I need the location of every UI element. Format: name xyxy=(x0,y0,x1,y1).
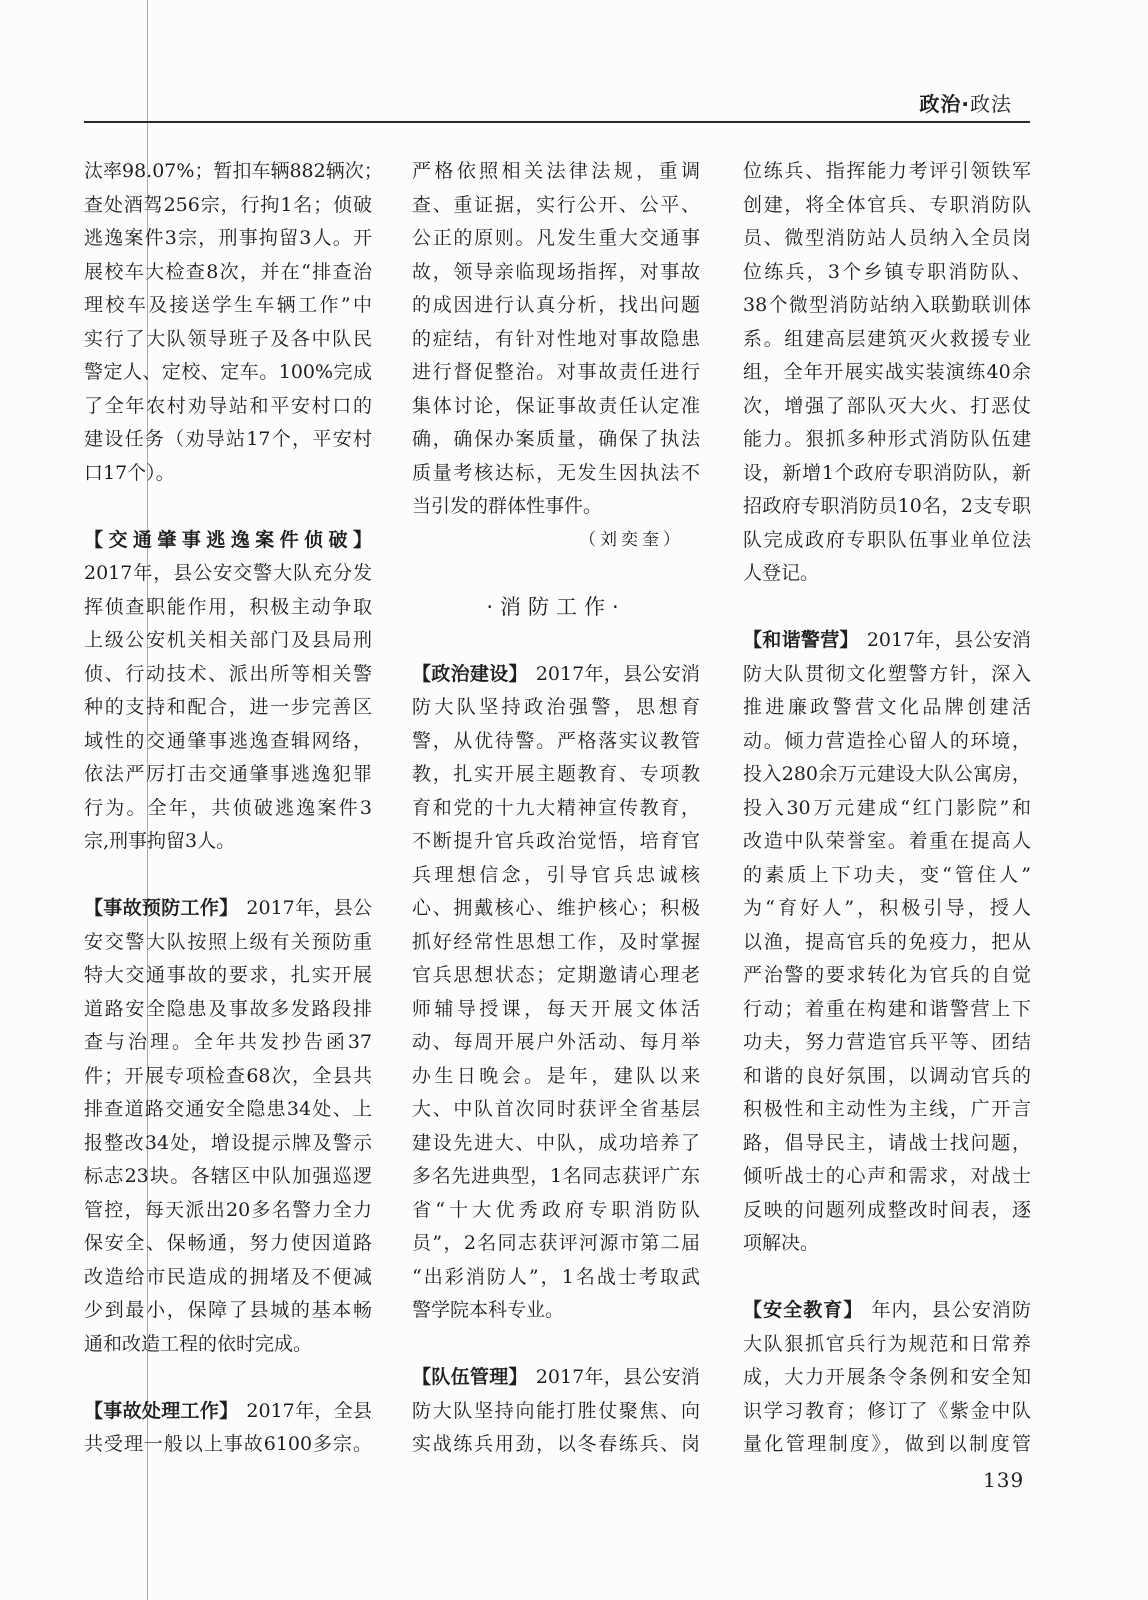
text-line: 展校车大检查8次，并在“排查治 xyxy=(84,260,372,283)
entry-heading: 【政治建设】 xyxy=(412,662,528,685)
text-line: 防大队坚持政治强警，思想育 xyxy=(412,696,700,718)
entry-text: 2017年，全县 xyxy=(246,1399,372,1422)
paragraph xyxy=(412,1361,700,1462)
text-line: 项解决。 xyxy=(743,1232,820,1254)
text-line: 排查道路交通安全隐患34处、上 xyxy=(84,1098,372,1120)
text-line: 和谐的良好氛围，以调动官兵的 xyxy=(743,1064,1031,1087)
text-line: 量化管理制度》，做到以制度管 xyxy=(743,1433,1031,1455)
text-line: 管控，每天派出20多名警力全力 xyxy=(84,1198,372,1221)
text-line: 质量考核达标，无发生因执法不 xyxy=(412,461,700,484)
paragraph-gap xyxy=(84,1361,372,1395)
entry-text: 2017年，县公安消 xyxy=(535,1366,700,1388)
text-line: 反映的问题列成整改时间表，逐 xyxy=(743,1198,1031,1221)
text-line: 的症结，有针对性地对事故隐患 xyxy=(412,327,700,350)
text-line xyxy=(743,1294,1031,1328)
text-line: 实战练兵用劲，以冬春练兵、岗 xyxy=(412,1433,700,1455)
text-line: 逃逸案件3宗，刑事拘留3人。开 xyxy=(84,227,372,249)
text-line: 2017年，县公安交警大队充分发 xyxy=(84,562,372,584)
text-line: 官兵思想状态；定期邀请心理老 xyxy=(412,964,700,986)
text-line: 动、每周开展户外活动、每月举 xyxy=(412,1031,700,1053)
text-line: 招政府专职消防员10名，2支专职 xyxy=(743,495,1031,517)
text-line: 以渔，提高官兵的免疫力，把从 xyxy=(743,930,1031,953)
text-line xyxy=(743,624,1031,658)
text-line: 次，增强了部队灭大火、打恶仗 xyxy=(743,394,1031,417)
text-line: 建设先进大、中队，成功培养了 xyxy=(412,1131,700,1154)
entry-heading: 【交通肇事逃逸案件侦破】 xyxy=(84,528,372,551)
text-line xyxy=(84,892,372,926)
text-line: 多名先进典型，1名同志获评广东 xyxy=(412,1165,700,1187)
text-line: 集体讨论，保证事故责任认定准 xyxy=(412,394,700,417)
text-line: 警，从优待警。严格落实议教管 xyxy=(412,729,700,752)
text-line: 查、重证据，实行公开、公平、 xyxy=(412,193,700,216)
running-header-section: 政治 xyxy=(919,92,962,116)
text-line: 的素质上下功夫，变“管住人” xyxy=(743,863,1031,886)
text-line: 兵理想信念，引导官兵忠诚核 xyxy=(412,863,700,886)
text-line: 为“育好人”，积极引导，授人 xyxy=(743,897,1031,919)
text-line: 种的支持和配合，进一步完善区 xyxy=(84,696,372,718)
text-line: 道路安全隐患及事故多发路段排 xyxy=(84,997,372,1020)
entry-text: 年内，县公安消防 xyxy=(871,1299,1031,1321)
running-header-subsection: 政法 xyxy=(970,92,1012,116)
text-line: 警定人、定校、定车。100%完成 xyxy=(84,361,372,383)
text-line: 侦、行动技术、派出所等相关警 xyxy=(84,662,372,685)
text-line: 师辅导授课，每天开展文体活 xyxy=(412,997,700,1020)
paragraph-gap xyxy=(84,859,372,893)
text-line: 创建，将全体官兵、专职消防队 xyxy=(743,193,1031,216)
text-line: 件；开展专项检查68次，全县共 xyxy=(84,1064,372,1087)
text-line: 安交警大队按照上级有关预防重 xyxy=(84,930,372,953)
text-line: 教，扎实开展主题教育、专项教 xyxy=(412,763,700,785)
text-line: 进行督促整治。对事故责任进行 xyxy=(412,361,700,383)
text-line: 故，领导亲临现场指挥，对事故 xyxy=(412,260,700,283)
text-line: 了全年农村劝导站和平安村口的 xyxy=(84,394,372,417)
entry-heading: 【队伍管理】 xyxy=(412,1366,528,1388)
text-column-1 xyxy=(84,155,383,1462)
text-line: 理校车及接送学生车辆工作”中 xyxy=(84,294,372,316)
text-line: 大、中队首次同时获评全省基层 xyxy=(412,1098,700,1120)
entry-text: 2017年，县公安消 xyxy=(535,662,700,685)
text-line: 共受理一般以上事故6100多宗。 xyxy=(84,1433,372,1455)
text-line: “出彩消防人”，1名战士考取武 xyxy=(412,1265,700,1288)
text-line: 设，新增1个政府专职消防队，新 xyxy=(743,461,1031,484)
text-line: 位练兵，3个乡镇专职消防队、 xyxy=(743,260,1031,283)
text-line: 推进廉政警营文化品牌创建活 xyxy=(743,696,1031,718)
text-line: 能力。狠抓多种形式消防队伍建 xyxy=(743,428,1031,450)
text-line: 依法严厉打击交通肇事逃逸犯罪 xyxy=(84,763,372,785)
text-line: 防大队贯彻文化塑警方针，深入 xyxy=(743,662,1031,685)
paragraph xyxy=(84,155,383,490)
paragraph xyxy=(743,1294,1031,1462)
header-rule xyxy=(84,121,1030,123)
paragraph xyxy=(84,524,372,859)
text-column-3 xyxy=(743,155,1031,1462)
text-line: 报整改34处，增设提示牌及警示 xyxy=(84,1131,372,1154)
text-line: 路，倡导民主，请战士找问题， xyxy=(743,1131,1031,1154)
text-line: 大队狠抓官兵行为规范和日常养 xyxy=(743,1332,1031,1355)
entry-heading: 【事故预防工作】 xyxy=(84,897,239,919)
text-line: 改造中队荣誉室。着重在提高人 xyxy=(743,830,1031,852)
text-line: 汰率98.07%；暂扣车辆882辆次； xyxy=(84,160,383,182)
text-line: 成，大力开展条令条例和安全知 xyxy=(743,1366,1031,1388)
paragraph-gap xyxy=(412,624,700,658)
text-line: 办生日晚会。是年，建队以来 xyxy=(412,1064,700,1087)
text-line: 倾听战士的心声和需求，对战士 xyxy=(743,1165,1031,1187)
text-line: 严格依照相关法律法规，重调 xyxy=(412,160,700,182)
paragraph-gap xyxy=(84,490,372,524)
text-line: 警学院本科专业。 xyxy=(412,1299,565,1321)
text-line: 抓好经常性思想工作，及时掌握 xyxy=(412,930,700,953)
text-line: 通和改造工程的依时完成。 xyxy=(84,1332,313,1355)
paragraph xyxy=(412,658,700,1328)
text-line: 保安全、保畅通，努力使因道路 xyxy=(84,1232,372,1254)
entry-text: 2017年，县公安消 xyxy=(866,629,1031,651)
text-line: 员、微型消防站人员纳入全员岗 xyxy=(743,227,1031,249)
entry-text: 2017年，县公 xyxy=(246,897,372,919)
section-heading: ·消防工作· xyxy=(486,594,626,619)
paragraph-gap xyxy=(412,1328,700,1362)
text-line: 省“十大优秀政府专职消防队 xyxy=(412,1198,700,1221)
text-line: 投入280余万元建设大队公寓房， xyxy=(743,763,1031,785)
paragraph xyxy=(84,892,372,1361)
page-number: 139 xyxy=(983,1468,1025,1492)
text-line: 的成因进行认真分析，找出问题 xyxy=(412,294,700,316)
text-line: 域性的交通肇事逃逸查辑网络， xyxy=(84,729,372,752)
text-line: 人登记。 xyxy=(743,562,820,584)
text-line: 口17个）。 xyxy=(84,461,175,484)
entry-heading: 【事故处理工作】 xyxy=(84,1399,239,1422)
running-header-separator: · xyxy=(961,92,970,116)
text-line: 动。倾力营造拴心留人的环境， xyxy=(743,729,1031,752)
text-line: 查与治理。全年共发抄告函37 xyxy=(84,1031,372,1053)
text-line xyxy=(412,658,700,692)
text-line: 投入30万元建成“红门影院”和 xyxy=(743,796,1031,819)
text-line: 实行了大队领导班子及各中队民 xyxy=(84,327,372,350)
text-line: 行为。全年，共侦破逃逸案件3 xyxy=(84,796,372,819)
paragraph xyxy=(743,155,1031,591)
text-line: 系。组建高层建筑灭火救援专业 xyxy=(743,327,1031,350)
text-line: 当引发的群体性事件。 xyxy=(412,495,603,517)
entry-heading: 【安全教育】 xyxy=(743,1299,864,1321)
text-line: 位练兵、指挥能力考评引领铁军 xyxy=(743,160,1031,182)
text-line: 查处酒驾256宗，行拘1名；侦破 xyxy=(84,193,372,216)
text-line: 挥侦查职能作用，积极主动争取 xyxy=(84,595,372,618)
paragraph-gap xyxy=(743,1261,1031,1295)
text-line: 确，确保办案质量，确保了执法 xyxy=(412,428,700,450)
text-line: 上级公安机关相关部门及县局刑 xyxy=(84,629,372,651)
paragraph-gap xyxy=(743,591,1031,625)
text-line: 少到最小，保障了县城的基本畅 xyxy=(84,1299,372,1321)
text-line: 心、拥戴核心、维护核心；积极 xyxy=(412,897,700,919)
text-column-2 xyxy=(412,155,700,1462)
text-line: 积极性和主动性为主线，广开言 xyxy=(743,1098,1031,1120)
text-line: 防大队坚持向能打胜仗聚焦、向 xyxy=(412,1399,700,1422)
text-line: 功夫，努力营造官兵平等、团结 xyxy=(743,1031,1031,1053)
text-line xyxy=(412,1361,700,1395)
text-line: 育和党的十九大精神宣传教育， xyxy=(412,796,700,819)
text-line: 宗,刑事拘留3人。 xyxy=(84,830,236,852)
paragraph xyxy=(412,155,700,524)
paragraph xyxy=(84,1395,372,1462)
entry-heading: 【和谐警营】 xyxy=(743,629,859,651)
text-line: 组，全年开展实战实装演练40余 xyxy=(743,361,1031,383)
text-line: 38个微型消防站纳入联勤联训体 xyxy=(743,294,1031,316)
text-line: 建设任务（劝导站17个，平安村 xyxy=(84,428,372,450)
text-line xyxy=(84,524,372,558)
text-line: 公正的原则。凡发生重大交通事 xyxy=(412,227,700,249)
author-byline: （刘奕奎） xyxy=(579,529,684,550)
text-line: 员”，2名同志获评河源市第二届 xyxy=(412,1232,700,1254)
paragraph-gap xyxy=(412,557,700,591)
text-line: 不断提升官兵政治觉悟，培育官 xyxy=(412,830,700,852)
running-header xyxy=(919,88,1012,117)
text-line xyxy=(84,1395,372,1429)
text-line: 行动；着重在构建和谐警营上下 xyxy=(743,997,1031,1020)
text-line: 队完成政府专职队伍事业单位法 xyxy=(743,528,1031,551)
text-line: 严治警的要求转化为官兵的自觉 xyxy=(743,964,1031,986)
text-line: 改造给市民造成的拥堵及不便减 xyxy=(84,1265,372,1288)
text-line: 特大交通事故的要求，扎实开展 xyxy=(84,964,372,986)
text-line: 标志23块。各辖区中队加强巡逻 xyxy=(84,1165,372,1187)
paragraph xyxy=(743,624,1031,1261)
text-line: 识学习教育；修订了《紫金中队 xyxy=(743,1399,1031,1422)
